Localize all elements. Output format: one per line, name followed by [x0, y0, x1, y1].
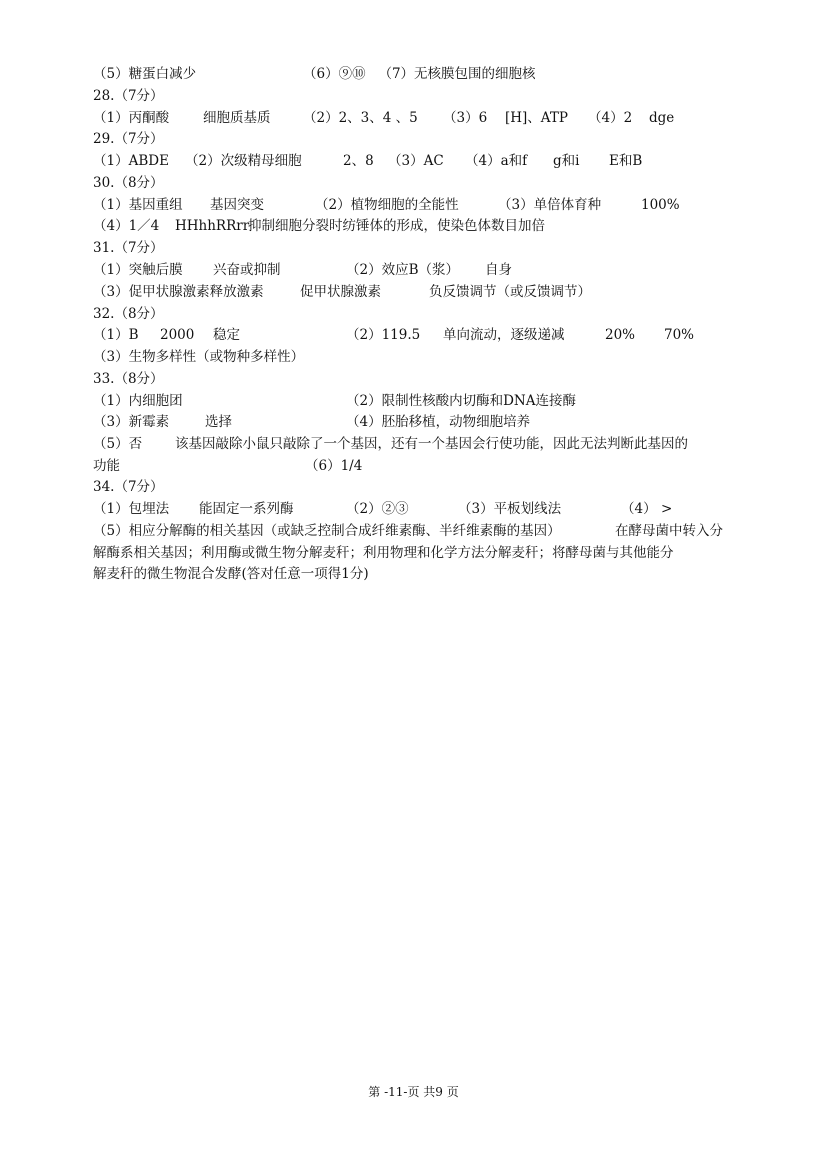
answer-text: （3）新霉素	[93, 414, 170, 430]
question-heading	[93, 238, 164, 259]
answer-text: （1）基因重组	[93, 197, 183, 213]
answer-text: （3）生物多样性（或物种多样性）	[93, 349, 305, 365]
answer-text: 细胞质基质	[203, 110, 271, 126]
answer-text: （3）单倍体育种	[498, 197, 602, 213]
answer-text: 选择	[205, 414, 232, 430]
answer-text: （4）	[621, 501, 657, 517]
question-heading	[93, 173, 164, 194]
text-line	[93, 64, 536, 85]
answer-text: （5）相应分解酶的相关基因（或缺乏控制合成纤维素酶、半纤维素酶的基因）	[93, 523, 561, 539]
answer-text: 稳定	[213, 327, 240, 343]
question-number: 29.（7分）	[93, 131, 164, 147]
question-number: 28.（7分）	[93, 88, 164, 104]
page-footer: 第 -11-页 共9 页	[368, 1085, 459, 1099]
answer-text: （5）否	[93, 436, 143, 452]
answer-text: （3）平板划线法	[458, 501, 562, 517]
answer-text: 2、8	[343, 153, 374, 169]
answer-text: （1）包埋法	[93, 501, 170, 517]
answer-text: （6）1/4	[305, 458, 363, 474]
answer-text: 100%	[641, 197, 680, 213]
answer-text: （1）内细胞团	[93, 393, 183, 409]
question-heading	[93, 86, 164, 107]
answer-text: 促甲状腺激素	[300, 284, 381, 300]
answer-text: >	[661, 501, 673, 517]
answer-text: 70%	[664, 327, 695, 343]
answer-text: （3）AC	[388, 153, 444, 169]
text-line	[93, 108, 675, 129]
question-heading	[93, 477, 164, 498]
question-number: 31.（7分）	[93, 240, 164, 256]
text-line	[93, 325, 695, 346]
question-number: 34.（7分）	[93, 479, 164, 495]
text-line	[93, 521, 723, 542]
answer-text: （2）限制性核酸内切酶和DNA连接酶	[346, 393, 576, 409]
question-number: 32.（8分）	[93, 306, 164, 322]
text-line	[93, 260, 512, 281]
answer-text: （5）糖蛋白减少	[93, 66, 197, 82]
answer-text: （2）次级精母细胞	[185, 153, 302, 169]
answer-text: （2）2、3、4 、5	[303, 110, 418, 126]
answer-text: （1）突触后膜	[93, 262, 183, 278]
answer-text: 在酵母菌中转入分	[615, 523, 723, 539]
answer-text: （6）⑨⑩ （7）无核膜包围的细胞核	[303, 66, 536, 82]
answer-text: （2）效应B（浆）	[346, 262, 460, 278]
answer-text: （2）119.5	[346, 327, 421, 343]
answer-text: [H]、ATP	[505, 110, 568, 126]
question-number: 30.（8分）	[93, 175, 164, 191]
answer-text: （3）促甲状腺激素释放激素	[93, 284, 264, 300]
answer-text: 抑制细胞分裂时纺锤体的形成，使染色体数目加倍	[248, 218, 545, 234]
answer-text: （2）②③	[346, 501, 409, 517]
answer-text: 兴奋或抑制	[213, 262, 281, 278]
answer-text: （4）1／4	[93, 218, 160, 234]
answer-text: （1）ABDE	[93, 153, 169, 169]
answer-text: 2000	[160, 327, 195, 343]
answer-text: 负反馈调节（或反馈调节）	[429, 284, 591, 300]
answer-text: （2）植物细胞的全能性	[315, 197, 459, 213]
question-heading	[93, 369, 164, 390]
answer-text: （4）2	[588, 110, 633, 126]
answer-text: （1）B	[93, 327, 139, 343]
answer-text: （1）丙酮酸	[93, 110, 170, 126]
text-line	[93, 564, 369, 585]
text-line	[93, 216, 545, 237]
answer-text: 功能	[93, 458, 120, 474]
question-number: 33.（8分）	[93, 371, 164, 387]
answer-text: HHhhRRrr	[175, 218, 250, 234]
answer-text: 基因突变	[210, 197, 264, 213]
answer-text: dge	[649, 110, 675, 126]
answer-text: 解酶系相关基因；利用酶或微生物分解麦秆；利用物理和化学方法分解麦秆；将酵母菌与其他能分	[93, 545, 674, 561]
answer-text: （3）6	[443, 110, 488, 126]
answer-text: g和i	[553, 153, 580, 169]
answer-text: 20%	[605, 327, 636, 343]
answer-text: 单向流动，逐级递减	[443, 327, 565, 343]
answer-text: （4）胚胎移植，动物细胞培养	[346, 414, 531, 430]
answer-text: 自身	[485, 262, 512, 278]
question-heading	[93, 129, 164, 150]
answer-text: （4）a和f	[465, 153, 528, 169]
text-line	[93, 282, 591, 303]
answer-text: E和B	[609, 153, 643, 169]
text-line	[93, 456, 363, 477]
answer-text: 能固定一系列酶	[199, 501, 294, 517]
text-line	[93, 412, 531, 433]
text-line	[93, 151, 643, 172]
text-line	[93, 499, 673, 520]
text-line	[93, 543, 674, 564]
text-line	[93, 391, 576, 412]
answer-text: 该基因敲除小鼠只敲除了一个基因，还有一个基因会行使功能，因此无法判断此基因的	[175, 436, 688, 452]
question-heading	[93, 304, 164, 325]
text-line	[93, 434, 688, 455]
answer-text: 解麦秆的微生物混合发酵(答对任意一项得1分)	[93, 566, 369, 582]
text-line	[93, 195, 680, 216]
text-line	[93, 347, 305, 368]
